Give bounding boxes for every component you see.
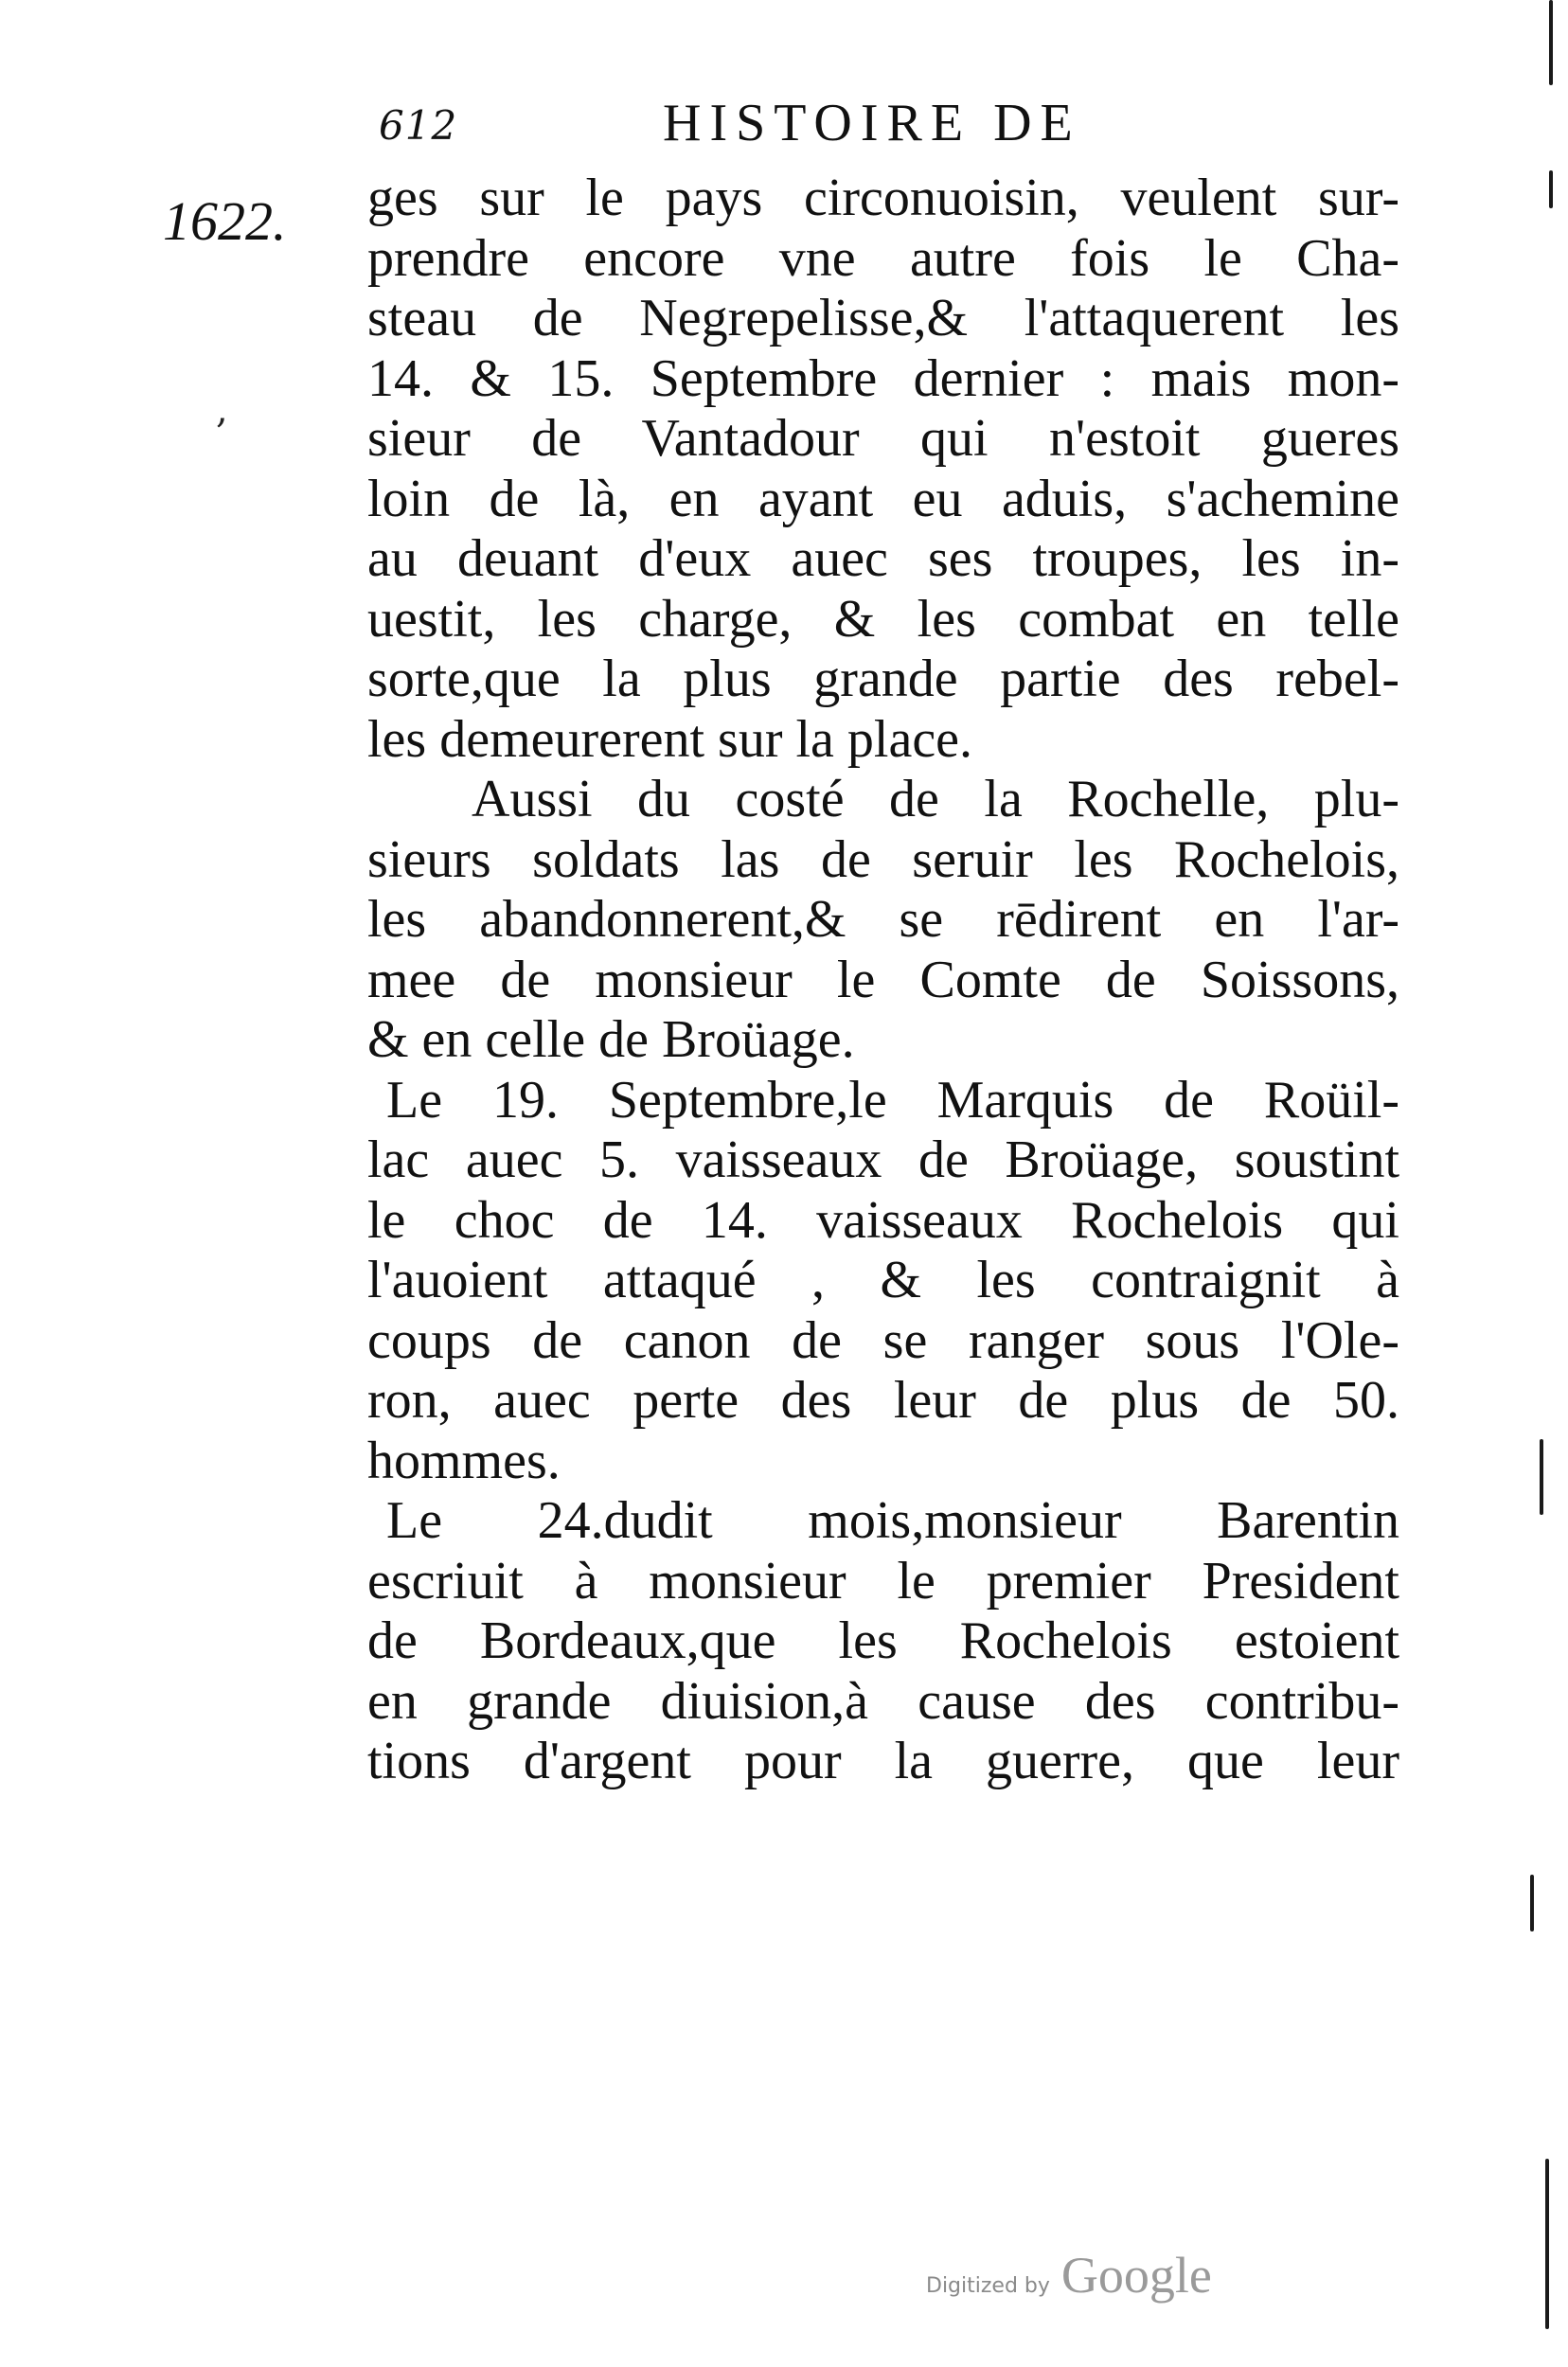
text-line: ron, auec perte des leur de plus de 50. xyxy=(367,1371,1399,1430)
watermark-prefix: Digitized by xyxy=(926,2274,1050,2298)
body-text xyxy=(367,169,1409,1792)
text-line: escriuit à monsieur le premier President xyxy=(367,1551,1399,1611)
text-line: & en celle de Broüage. xyxy=(367,1010,855,1069)
text-line: sieurs soldats las de seruir les Rochelois, xyxy=(367,829,1399,889)
page-header xyxy=(379,93,1231,159)
page-number: 612 xyxy=(379,102,458,149)
google-logo: Google xyxy=(1060,2247,1212,2304)
text-line: au deuant d'eux auec ses troupes, les in- xyxy=(367,529,1399,588)
paragraph-first-line: Le 19. Septembre,le Marquis de Roüil- xyxy=(386,1070,1399,1130)
text-line: le choc de 14. vaisseaux Rochelois qui xyxy=(367,1190,1399,1250)
text-line: steau de Negrepelisse,& l'attaquerent les xyxy=(367,289,1399,347)
text-line: prendre encore vne autre fois le Cha- xyxy=(367,228,1399,288)
text-line: lac auec 5. vaisseaux de Broüage, soustint xyxy=(367,1130,1399,1189)
margin-mark: , xyxy=(216,388,228,432)
text-line: uestit, les charge, & les combat en telle xyxy=(367,589,1399,649)
text-line: mee de monsieur le Comte de Soissons, xyxy=(367,950,1399,1009)
text-line: de Bordeaux,que les Rochelois estoient xyxy=(367,1611,1399,1670)
running-title: HISTOIRE DE xyxy=(663,94,1081,152)
text-line: sieur de Vantadour qui n'estoit gueres xyxy=(367,409,1399,468)
paragraph-first-line: Aussi du costé de la Rochelle, plu- xyxy=(472,770,1399,828)
paragraph-first-line: Le 24.dudit mois,monsieur Barentin xyxy=(386,1491,1399,1550)
text-line: 14. & 15. Septembre dernier : mais mon- xyxy=(367,348,1399,408)
page-edge-shadow xyxy=(1549,0,1555,2367)
text-line: en grande diuision,à cause des contribu- xyxy=(367,1671,1399,1731)
margin-year: 1622. xyxy=(163,190,287,252)
text-line: l'auoient attaqué , & les contraignit à xyxy=(367,1251,1399,1309)
text-line: ges sur le pays circonuoisin, veulent sur- xyxy=(367,169,1399,227)
text-line: tions d'argent pour la guerre, que leur xyxy=(367,1732,1399,1790)
text-line: hommes. xyxy=(367,1431,561,1490)
digitization-watermark xyxy=(926,2246,1212,2305)
text-line: sorte,que la plus grande partie des rebel- xyxy=(367,650,1399,708)
text-line: loin de là, en ayant eu aduis, s'achemine xyxy=(367,469,1399,528)
text-line: les demeurerent sur la place. xyxy=(367,709,973,769)
text-line: les abandonnerent,& se rēdirent en l'ar- xyxy=(367,890,1399,949)
text-line: coups de canon de se ranger sous l'Ole- xyxy=(367,1310,1399,1370)
